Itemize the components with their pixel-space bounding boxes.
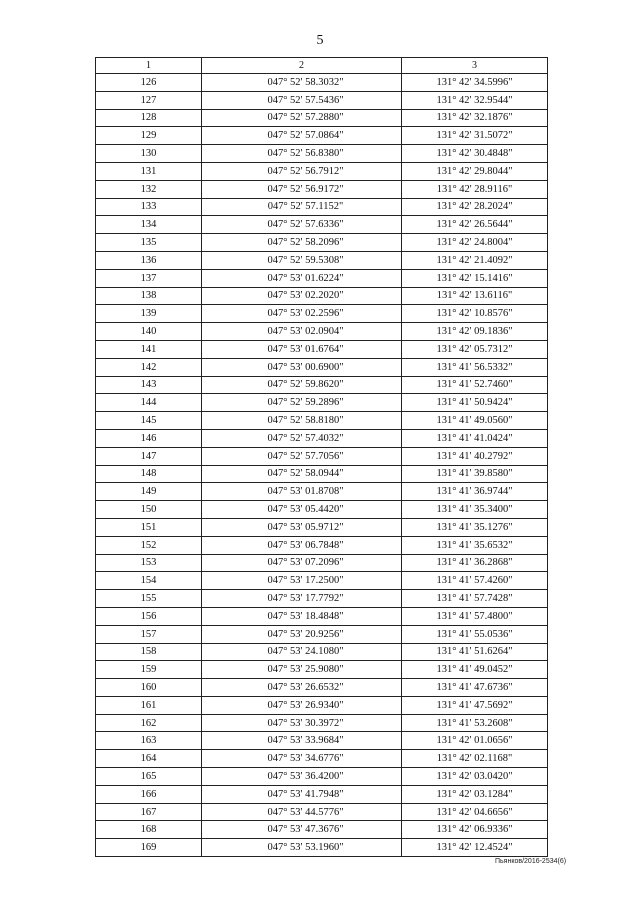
longitude-cell: 131° 42' 15.1416" xyxy=(402,269,548,287)
latitude-cell: 047° 53' 06.7848" xyxy=(202,536,402,554)
point-number-cell: 147 xyxy=(96,447,202,465)
latitude-cell: 047° 53' 01.8708" xyxy=(202,483,402,501)
point-number-cell: 139 xyxy=(96,305,202,323)
point-number-cell: 134 xyxy=(96,216,202,234)
point-number-cell: 142 xyxy=(96,358,202,376)
point-number-cell: 127 xyxy=(96,91,202,109)
longitude-cell: 131° 41' 57.4800" xyxy=(402,607,548,625)
longitude-cell: 131° 42' 03.0420" xyxy=(402,768,548,786)
point-number-cell: 140 xyxy=(96,323,202,341)
latitude-cell: 047° 53' 30.3972" xyxy=(202,714,402,732)
table-row xyxy=(96,714,548,732)
point-number-cell: 152 xyxy=(96,536,202,554)
table-row xyxy=(96,376,548,394)
longitude-cell: 131° 42' 04.6656" xyxy=(402,803,548,821)
latitude-cell: 047° 53' 18.4848" xyxy=(202,607,402,625)
table-row xyxy=(96,109,548,127)
point-number-cell: 153 xyxy=(96,554,202,572)
longitude-cell: 131° 42' 32.9544" xyxy=(402,91,548,109)
longitude-cell: 131° 41' 41.0424" xyxy=(402,429,548,447)
table-row xyxy=(96,198,548,216)
latitude-cell: 047° 53' 44.5776" xyxy=(202,803,402,821)
table-row xyxy=(96,625,548,643)
point-number-cell: 149 xyxy=(96,483,202,501)
table-row xyxy=(96,429,548,447)
point-number-cell: 154 xyxy=(96,572,202,590)
table-row xyxy=(96,465,548,483)
latitude-cell: 047° 53' 05.4420" xyxy=(202,501,402,519)
footer-note: Пьянков/2016-2534(6) xyxy=(495,858,567,865)
column-header-point: 1 xyxy=(96,58,202,74)
longitude-cell: 131° 41' 35.1276" xyxy=(402,518,548,536)
table-row xyxy=(96,643,548,661)
point-number-cell: 148 xyxy=(96,465,202,483)
point-number-cell: 135 xyxy=(96,234,202,252)
longitude-cell: 131° 41' 49.0452" xyxy=(402,661,548,679)
header-row xyxy=(96,58,548,74)
longitude-cell: 131° 41' 36.2868" xyxy=(402,554,548,572)
point-number-cell: 146 xyxy=(96,429,202,447)
latitude-cell: 047° 52' 59.2896" xyxy=(202,394,402,412)
table-row xyxy=(96,412,548,430)
latitude-cell: 047° 53' 05.9712" xyxy=(202,518,402,536)
latitude-cell: 047° 52' 57.5436" xyxy=(202,91,402,109)
table-body xyxy=(96,74,548,857)
column-header-latitude: 2 xyxy=(202,58,402,74)
point-number-cell: 151 xyxy=(96,518,202,536)
longitude-cell: 131° 42' 02.1168" xyxy=(402,750,548,768)
longitude-cell: 131° 41' 47.5692" xyxy=(402,696,548,714)
latitude-cell: 047° 52' 56.7912" xyxy=(202,162,402,180)
latitude-cell: 047° 52' 58.0944" xyxy=(202,465,402,483)
point-number-cell: 126 xyxy=(96,74,202,92)
point-number-cell: 165 xyxy=(96,768,202,786)
table-row xyxy=(96,394,548,412)
latitude-cell: 047° 52' 56.9172" xyxy=(202,180,402,198)
table-row xyxy=(96,127,548,145)
longitude-cell: 131° 42' 12.4524" xyxy=(402,839,548,857)
latitude-cell: 047° 52' 57.2880" xyxy=(202,109,402,127)
table-row xyxy=(96,287,548,305)
table-row xyxy=(96,501,548,519)
longitude-cell: 131° 42' 34.5996" xyxy=(402,74,548,92)
point-number-cell: 137 xyxy=(96,269,202,287)
point-number-cell: 145 xyxy=(96,412,202,430)
point-number-cell: 155 xyxy=(96,590,202,608)
latitude-cell: 047° 52' 57.1152" xyxy=(202,198,402,216)
longitude-cell: 131° 41' 40.2792" xyxy=(402,447,548,465)
table-row xyxy=(96,269,548,287)
latitude-cell: 047° 53' 17.2500" xyxy=(202,572,402,590)
table-row xyxy=(96,821,548,839)
latitude-cell: 047° 52' 57.6336" xyxy=(202,216,402,234)
point-number-cell: 143 xyxy=(96,376,202,394)
longitude-cell: 131° 42' 26.5644" xyxy=(402,216,548,234)
longitude-cell: 131° 42' 13.6116" xyxy=(402,287,548,305)
latitude-cell: 047° 52' 58.3032" xyxy=(202,74,402,92)
longitude-cell: 131° 41' 35.6532" xyxy=(402,536,548,554)
latitude-cell: 047° 52' 59.5308" xyxy=(202,251,402,269)
column-header-longitude: 3 xyxy=(402,58,548,74)
table-row xyxy=(96,234,548,252)
table-row xyxy=(96,803,548,821)
latitude-cell: 047° 52' 57.4032" xyxy=(202,429,402,447)
longitude-cell: 131° 42' 10.8576" xyxy=(402,305,548,323)
latitude-cell: 047° 53' 17.7792" xyxy=(202,590,402,608)
longitude-cell: 131° 41' 53.2608" xyxy=(402,714,548,732)
table-row xyxy=(96,732,548,750)
table-row xyxy=(96,145,548,163)
table-row xyxy=(96,518,548,536)
longitude-cell: 131° 41' 47.6736" xyxy=(402,679,548,697)
longitude-cell: 131° 41' 55.0536" xyxy=(402,625,548,643)
table-row xyxy=(96,785,548,803)
longitude-cell: 131° 41' 51.6264" xyxy=(402,643,548,661)
longitude-cell: 131° 41' 57.7428" xyxy=(402,590,548,608)
longitude-cell: 131° 42' 06.9336" xyxy=(402,821,548,839)
point-number-cell: 159 xyxy=(96,661,202,679)
point-number-cell: 164 xyxy=(96,750,202,768)
latitude-cell: 047° 53' 01.6224" xyxy=(202,269,402,287)
table-row xyxy=(96,661,548,679)
table-row xyxy=(96,251,548,269)
latitude-cell: 047° 53' 25.9080" xyxy=(202,661,402,679)
longitude-cell: 131° 42' 09.1836" xyxy=(402,323,548,341)
point-number-cell: 161 xyxy=(96,696,202,714)
point-number-cell: 144 xyxy=(96,394,202,412)
table-row xyxy=(96,554,548,572)
point-number-cell: 156 xyxy=(96,607,202,625)
table-row xyxy=(96,180,548,198)
latitude-cell: 047° 53' 01.6764" xyxy=(202,340,402,358)
table-row xyxy=(96,358,548,376)
longitude-cell: 131° 42' 28.9116" xyxy=(402,180,548,198)
point-number-cell: 166 xyxy=(96,785,202,803)
point-number-cell: 168 xyxy=(96,821,202,839)
latitude-cell: 047° 53' 36.4200" xyxy=(202,768,402,786)
table-row xyxy=(96,572,548,590)
latitude-cell: 047° 53' 33.9684" xyxy=(202,732,402,750)
latitude-cell: 047° 52' 59.8620" xyxy=(202,376,402,394)
table-row xyxy=(96,323,548,341)
point-number-cell: 128 xyxy=(96,109,202,127)
longitude-cell: 131° 41' 57.4260" xyxy=(402,572,548,590)
latitude-cell: 047° 52' 58.2096" xyxy=(202,234,402,252)
table-row xyxy=(96,839,548,857)
point-number-cell: 136 xyxy=(96,251,202,269)
latitude-cell: 047° 53' 02.2020" xyxy=(202,287,402,305)
latitude-cell: 047° 53' 07.2096" xyxy=(202,554,402,572)
point-number-cell: 132 xyxy=(96,180,202,198)
table-row xyxy=(96,607,548,625)
latitude-cell: 047° 53' 34.6776" xyxy=(202,750,402,768)
point-number-cell: 163 xyxy=(96,732,202,750)
table-header xyxy=(96,58,548,74)
point-number-cell: 158 xyxy=(96,643,202,661)
point-number-cell: 169 xyxy=(96,839,202,857)
table-row xyxy=(96,750,548,768)
longitude-cell: 131° 42' 01.0656" xyxy=(402,732,548,750)
latitude-cell: 047° 53' 02.2596" xyxy=(202,305,402,323)
longitude-cell: 131° 42' 29.8044" xyxy=(402,162,548,180)
point-number-cell: 160 xyxy=(96,679,202,697)
table-row xyxy=(96,483,548,501)
table-row xyxy=(96,679,548,697)
longitude-cell: 131° 41' 50.9424" xyxy=(402,394,548,412)
point-number-cell: 130 xyxy=(96,145,202,163)
longitude-cell: 131° 42' 24.8004" xyxy=(402,234,548,252)
longitude-cell: 131° 42' 30.4848" xyxy=(402,145,548,163)
latitude-cell: 047° 53' 02.0904" xyxy=(202,323,402,341)
latitude-cell: 047° 53' 41.7948" xyxy=(202,785,402,803)
latitude-cell: 047° 52' 58.8180" xyxy=(202,412,402,430)
table-row xyxy=(96,696,548,714)
table-row xyxy=(96,74,548,92)
latitude-cell: 047° 52' 56.8380" xyxy=(202,145,402,163)
table-row xyxy=(96,162,548,180)
longitude-cell: 131° 41' 39.8580" xyxy=(402,465,548,483)
table-row xyxy=(96,590,548,608)
latitude-cell: 047° 53' 20.9256" xyxy=(202,625,402,643)
point-number-cell: 138 xyxy=(96,287,202,305)
latitude-cell: 047° 53' 24.1080" xyxy=(202,643,402,661)
longitude-cell: 131° 42' 21.4092" xyxy=(402,251,548,269)
point-number-cell: 129 xyxy=(96,127,202,145)
latitude-cell: 047° 53' 53.1960" xyxy=(202,839,402,857)
point-number-cell: 131 xyxy=(96,162,202,180)
table-row xyxy=(96,91,548,109)
longitude-cell: 131° 41' 49.0560" xyxy=(402,412,548,430)
longitude-cell: 131° 41' 35.3400" xyxy=(402,501,548,519)
longitude-cell: 131° 41' 56.5332" xyxy=(402,358,548,376)
table-row xyxy=(96,340,548,358)
longitude-cell: 131° 42' 32.1876" xyxy=(402,109,548,127)
latitude-cell: 047° 53' 00.6900" xyxy=(202,358,402,376)
table-row xyxy=(96,768,548,786)
latitude-cell: 047° 52' 57.7056" xyxy=(202,447,402,465)
page-number: 5 xyxy=(316,33,324,48)
latitude-cell: 047° 53' 26.6532" xyxy=(202,679,402,697)
coordinates-table xyxy=(95,57,548,857)
point-number-cell: 162 xyxy=(96,714,202,732)
longitude-cell: 131° 42' 31.5072" xyxy=(402,127,548,145)
longitude-cell: 131° 42' 03.1284" xyxy=(402,785,548,803)
latitude-cell: 047° 53' 47.3676" xyxy=(202,821,402,839)
point-number-cell: 167 xyxy=(96,803,202,821)
point-number-cell: 157 xyxy=(96,625,202,643)
table-row xyxy=(96,447,548,465)
point-number-cell: 150 xyxy=(96,501,202,519)
table-row xyxy=(96,305,548,323)
point-number-cell: 141 xyxy=(96,340,202,358)
point-number-cell: 133 xyxy=(96,198,202,216)
longitude-cell: 131° 42' 05.7312" xyxy=(402,340,548,358)
latitude-cell: 047° 53' 26.9340" xyxy=(202,696,402,714)
longitude-cell: 131° 41' 36.9744" xyxy=(402,483,548,501)
latitude-cell: 047° 52' 57.0864" xyxy=(202,127,402,145)
longitude-cell: 131° 41' 52.7460" xyxy=(402,376,548,394)
table-row xyxy=(96,216,548,234)
longitude-cell: 131° 42' 28.2024" xyxy=(402,198,548,216)
table-row xyxy=(96,536,548,554)
